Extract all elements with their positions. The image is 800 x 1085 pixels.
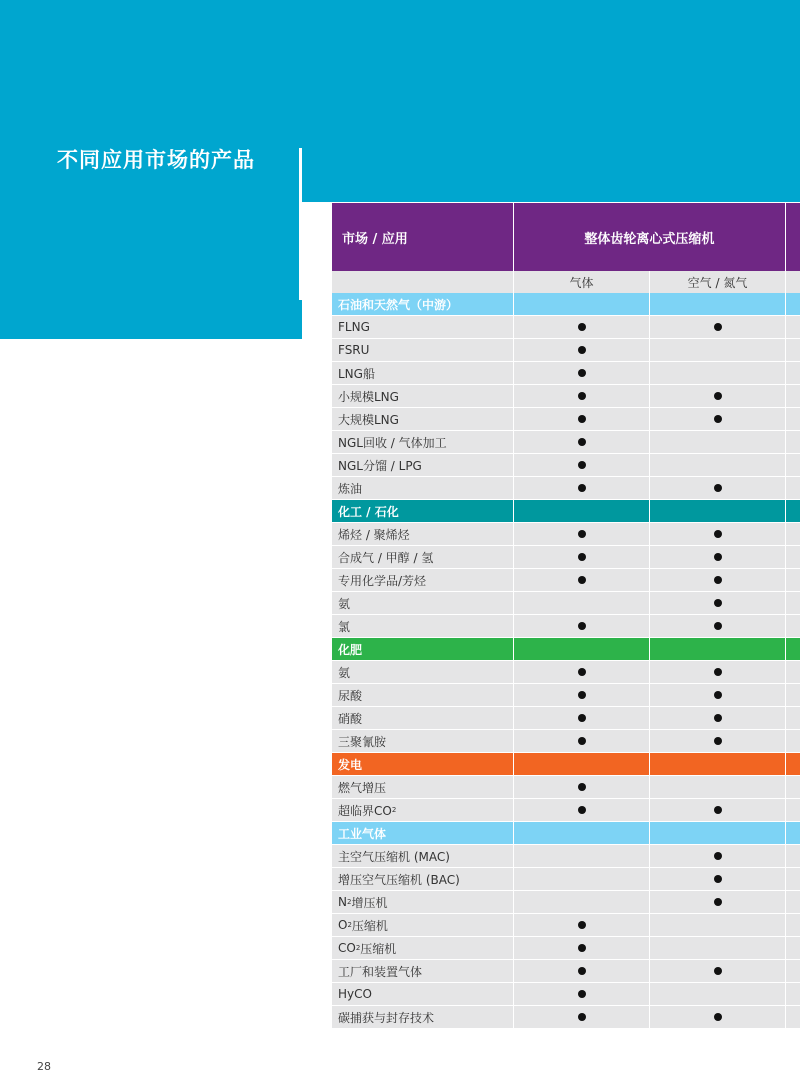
table-row [332, 684, 800, 707]
category-row [332, 753, 800, 776]
row-label-suffix: 增压机 [351, 895, 388, 910]
row-label-text: HyCO [338, 987, 372, 1001]
row-label-subscript: 2 [347, 921, 352, 929]
category-label: 化工 / 石化 [332, 500, 514, 522]
air-cell [650, 983, 786, 1005]
gas-column-header: 气体 [514, 271, 650, 293]
row-label [332, 1006, 514, 1028]
overflow-cell [786, 730, 800, 752]
row-label [332, 339, 514, 361]
gas-availability-dot [578, 714, 586, 722]
gas-availability-dot [578, 392, 586, 400]
category-overflow-cell [786, 822, 800, 844]
overflow-cell [786, 891, 800, 913]
row-label [332, 960, 514, 982]
category-overflow-cell [786, 753, 800, 775]
table-row [332, 868, 800, 891]
gas-availability-dot [578, 553, 586, 561]
air-availability-dot [714, 737, 722, 745]
table-row [332, 339, 800, 362]
row-label-text: 大规模LNG [338, 412, 399, 427]
air-cell [650, 316, 786, 338]
table-row [332, 615, 800, 638]
air-cell [650, 431, 786, 453]
row-label-text: 专用化学品/芳烃 [338, 573, 427, 588]
air-cell [650, 1006, 786, 1028]
row-label [332, 914, 514, 936]
air-availability-dot [714, 714, 722, 722]
category-gas-cell [514, 753, 650, 775]
row-label [332, 546, 514, 568]
air-availability-dot [714, 415, 722, 423]
overflow-cell [786, 385, 800, 407]
overflow-cell [786, 799, 800, 821]
category-air-cell [650, 293, 786, 315]
table-row [332, 914, 800, 937]
category-row [332, 638, 800, 661]
row-label-text: NGL分馏 / LPG [338, 458, 422, 473]
table-row [332, 891, 800, 914]
table-header [332, 203, 800, 271]
table-row [332, 845, 800, 868]
gas-cell [514, 454, 650, 476]
row-label [332, 454, 514, 476]
overflow-cell [786, 431, 800, 453]
row-label [332, 408, 514, 430]
table-row [332, 592, 800, 615]
category-gas-cell [514, 638, 650, 660]
category-gas-cell [514, 500, 650, 522]
air-cell [650, 569, 786, 591]
category-air-cell [650, 638, 786, 660]
row-label [332, 707, 514, 729]
air-availability-dot [714, 691, 722, 699]
overflow-cell [786, 592, 800, 614]
row-label-suffix: 压缩机 [360, 941, 397, 956]
table-row [332, 408, 800, 431]
gas-cell [514, 615, 650, 637]
air-availability-dot [714, 668, 722, 676]
row-label-text: 硝酸 [338, 711, 363, 726]
overflow-cell [786, 523, 800, 545]
title-divider [299, 148, 302, 300]
overflow-cell [786, 868, 800, 890]
gas-availability-dot [578, 990, 586, 998]
table-row [332, 316, 800, 339]
air-cell [650, 362, 786, 384]
overflow-cell [786, 362, 800, 384]
table-row [332, 799, 800, 822]
air-cell [650, 891, 786, 913]
overflow-cell [786, 316, 800, 338]
table-row [332, 960, 800, 983]
row-label-text: 主空气压缩机 (MAC) [338, 849, 450, 864]
gas-cell [514, 385, 650, 407]
gas-cell [514, 546, 650, 568]
gas-availability-dot [578, 622, 586, 630]
air-cell [650, 914, 786, 936]
row-label [332, 569, 514, 591]
air-availability-dot [714, 530, 722, 538]
category-row [332, 293, 800, 316]
row-label [332, 684, 514, 706]
gas-cell [514, 730, 650, 752]
row-label-text: FLNG [338, 320, 370, 334]
row-label-text: 超临界CO [338, 803, 392, 818]
row-label-text: 工厂和装置气体 [338, 964, 423, 979]
air-availability-dot [714, 852, 722, 860]
gas-cell [514, 431, 650, 453]
gas-cell [514, 523, 650, 545]
air-cell [650, 615, 786, 637]
category-overflow-cell [786, 500, 800, 522]
row-label [332, 730, 514, 752]
air-cell [650, 707, 786, 729]
table-row [332, 546, 800, 569]
air-cell [650, 730, 786, 752]
air-availability-dot [714, 323, 722, 331]
row-label-subscript: 2 [355, 944, 361, 952]
row-label-text: 氯 [338, 619, 351, 634]
gas-availability-dot [578, 346, 586, 354]
market-column-header: 市场 / 应用 [332, 203, 514, 271]
table-row [332, 523, 800, 546]
gas-cell [514, 661, 650, 683]
overflow-cell [786, 569, 800, 591]
gas-cell [514, 684, 650, 706]
category-overflow-cell [786, 293, 800, 315]
overflow-cell [786, 546, 800, 568]
gas-availability-dot [578, 1013, 586, 1021]
table-row [332, 661, 800, 684]
gas-cell [514, 776, 650, 798]
row-label [332, 983, 514, 1005]
category-label: 化肥 [332, 638, 514, 660]
gas-availability-dot [578, 415, 586, 423]
gas-cell [514, 339, 650, 361]
row-label [332, 845, 514, 867]
gas-cell [514, 960, 650, 982]
overflow-cell [786, 408, 800, 430]
gas-cell [514, 592, 650, 614]
air-availability-dot [714, 576, 722, 584]
row-label [332, 868, 514, 890]
air-availability-dot [714, 484, 722, 492]
category-label: 工业气体 [332, 822, 514, 844]
subheader-blank [332, 271, 514, 293]
category-air-cell [650, 753, 786, 775]
category-label: 发电 [332, 753, 514, 775]
air-cell [650, 477, 786, 499]
overflow-cell [786, 477, 800, 499]
air-availability-dot [714, 622, 722, 630]
overflow-cell [786, 339, 800, 361]
air-cell [650, 868, 786, 890]
overflow-cell [786, 454, 800, 476]
gas-availability-dot [578, 530, 586, 538]
product-market-table [332, 203, 800, 1029]
overflow-cell [786, 661, 800, 683]
row-label-text: 碳捕获与封存技术 [338, 1010, 435, 1025]
row-label-subscript: 2 [391, 806, 397, 814]
category-air-cell [650, 822, 786, 844]
gas-availability-dot [578, 484, 586, 492]
gas-cell [514, 1006, 650, 1028]
air-availability-dot [714, 898, 722, 906]
row-label-text: LNG船 [338, 366, 375, 381]
row-label [332, 661, 514, 683]
gas-availability-dot [578, 944, 586, 952]
gas-availability-dot [578, 369, 586, 377]
overflow-cell [786, 776, 800, 798]
row-label-text: 尿酸 [338, 688, 363, 703]
row-label [332, 592, 514, 614]
row-label [332, 362, 514, 384]
air-cell [650, 592, 786, 614]
gas-availability-dot [578, 576, 586, 584]
gas-cell [514, 845, 650, 867]
overflow-cell [786, 845, 800, 867]
row-label-text: 氨 [338, 596, 351, 611]
gas-cell [514, 408, 650, 430]
air-column-header: 空气 / 氮气 [650, 271, 786, 293]
overflow-cell [786, 1006, 800, 1028]
gas-cell [514, 914, 650, 936]
overflow-cell [786, 960, 800, 982]
gas-availability-dot [578, 806, 586, 814]
gas-cell [514, 868, 650, 890]
category-overflow-cell [786, 638, 800, 660]
table-row [332, 431, 800, 454]
table-body [332, 293, 800, 1029]
gas-cell [514, 983, 650, 1005]
page-number: 28 [37, 1060, 51, 1073]
gas-availability-dot [578, 967, 586, 975]
row-label-text: N [338, 895, 347, 909]
air-availability-dot [714, 875, 722, 883]
row-label-suffix: 压缩机 [351, 918, 388, 933]
air-cell [650, 845, 786, 867]
row-label-text: 炼油 [338, 481, 363, 496]
category-air-cell [650, 500, 786, 522]
table-row [332, 983, 800, 1006]
air-cell [650, 661, 786, 683]
air-cell [650, 776, 786, 798]
gas-cell [514, 316, 650, 338]
category-row [332, 500, 800, 523]
air-availability-dot [714, 553, 722, 561]
air-cell [650, 385, 786, 407]
category-label: 石油和天然气（中游） [332, 293, 514, 315]
table-row [332, 776, 800, 799]
gas-availability-dot [578, 921, 586, 929]
overflow-cell [786, 707, 800, 729]
air-cell [650, 546, 786, 568]
gas-availability-dot [578, 783, 586, 791]
gas-cell [514, 937, 650, 959]
row-label-text: 小规模LNG [338, 389, 399, 404]
subheader-overflow [786, 271, 800, 293]
category-row [332, 822, 800, 845]
air-cell [650, 960, 786, 982]
row-label [332, 891, 514, 913]
overflow-cell [786, 937, 800, 959]
row-label-text: NGL回收 / 气体加工 [338, 435, 447, 450]
row-label [332, 385, 514, 407]
header-overflow [786, 203, 800, 271]
row-label-text: 三聚氰胺 [338, 734, 387, 749]
gas-availability-dot [578, 323, 586, 331]
air-availability-dot [714, 967, 722, 975]
row-label-text: 合成气 / 甲醇 / 氢 [338, 550, 434, 565]
row-label [332, 316, 514, 338]
table-row [332, 477, 800, 500]
overflow-cell [786, 914, 800, 936]
row-label [332, 523, 514, 545]
table-row [332, 937, 800, 960]
gas-cell [514, 799, 650, 821]
table-row [332, 385, 800, 408]
air-availability-dot [714, 392, 722, 400]
gas-cell [514, 362, 650, 384]
table-row [332, 569, 800, 592]
gas-availability-dot [578, 668, 586, 676]
gas-cell [514, 569, 650, 591]
table-row [332, 362, 800, 385]
row-label [332, 615, 514, 637]
table-row [332, 1006, 800, 1029]
row-label-text: 燃气增压 [338, 780, 387, 795]
row-label [332, 799, 514, 821]
row-label [332, 477, 514, 499]
gas-availability-dot [578, 737, 586, 745]
overflow-cell [786, 684, 800, 706]
row-label-text: FSRU [338, 343, 370, 357]
overflow-cell [786, 983, 800, 1005]
air-availability-dot [714, 1013, 722, 1021]
row-label [332, 431, 514, 453]
air-cell [650, 408, 786, 430]
air-cell [650, 799, 786, 821]
gas-availability-dot [578, 438, 586, 446]
row-label-text: 增压空气压缩机 (BAC) [338, 872, 460, 887]
air-cell [650, 454, 786, 476]
page-title: 不同应用市场的产品 [57, 148, 255, 172]
air-cell [650, 523, 786, 545]
category-gas-cell [514, 293, 650, 315]
gas-availability-dot [578, 691, 586, 699]
overflow-cell [786, 615, 800, 637]
air-availability-dot [714, 806, 722, 814]
row-label [332, 776, 514, 798]
product-column-header: 整体齿轮离心式压缩机 [514, 203, 786, 271]
row-label-text: O [338, 918, 348, 932]
gas-cell [514, 707, 650, 729]
table-row [332, 730, 800, 753]
air-cell [650, 339, 786, 361]
gas-cell [514, 477, 650, 499]
row-label [332, 937, 514, 959]
row-label-text: CO [338, 941, 356, 955]
category-gas-cell [514, 822, 650, 844]
table-row [332, 707, 800, 730]
row-label-text: 氨 [338, 665, 351, 680]
row-label-subscript: 2 [346, 898, 352, 906]
air-cell [650, 684, 786, 706]
air-cell [650, 937, 786, 959]
table-row [332, 454, 800, 477]
table-subheader [332, 271, 800, 293]
row-label-text: 烯烃 / 聚烯烃 [338, 527, 410, 542]
gas-cell [514, 891, 650, 913]
gas-availability-dot [578, 461, 586, 469]
air-availability-dot [714, 599, 722, 607]
